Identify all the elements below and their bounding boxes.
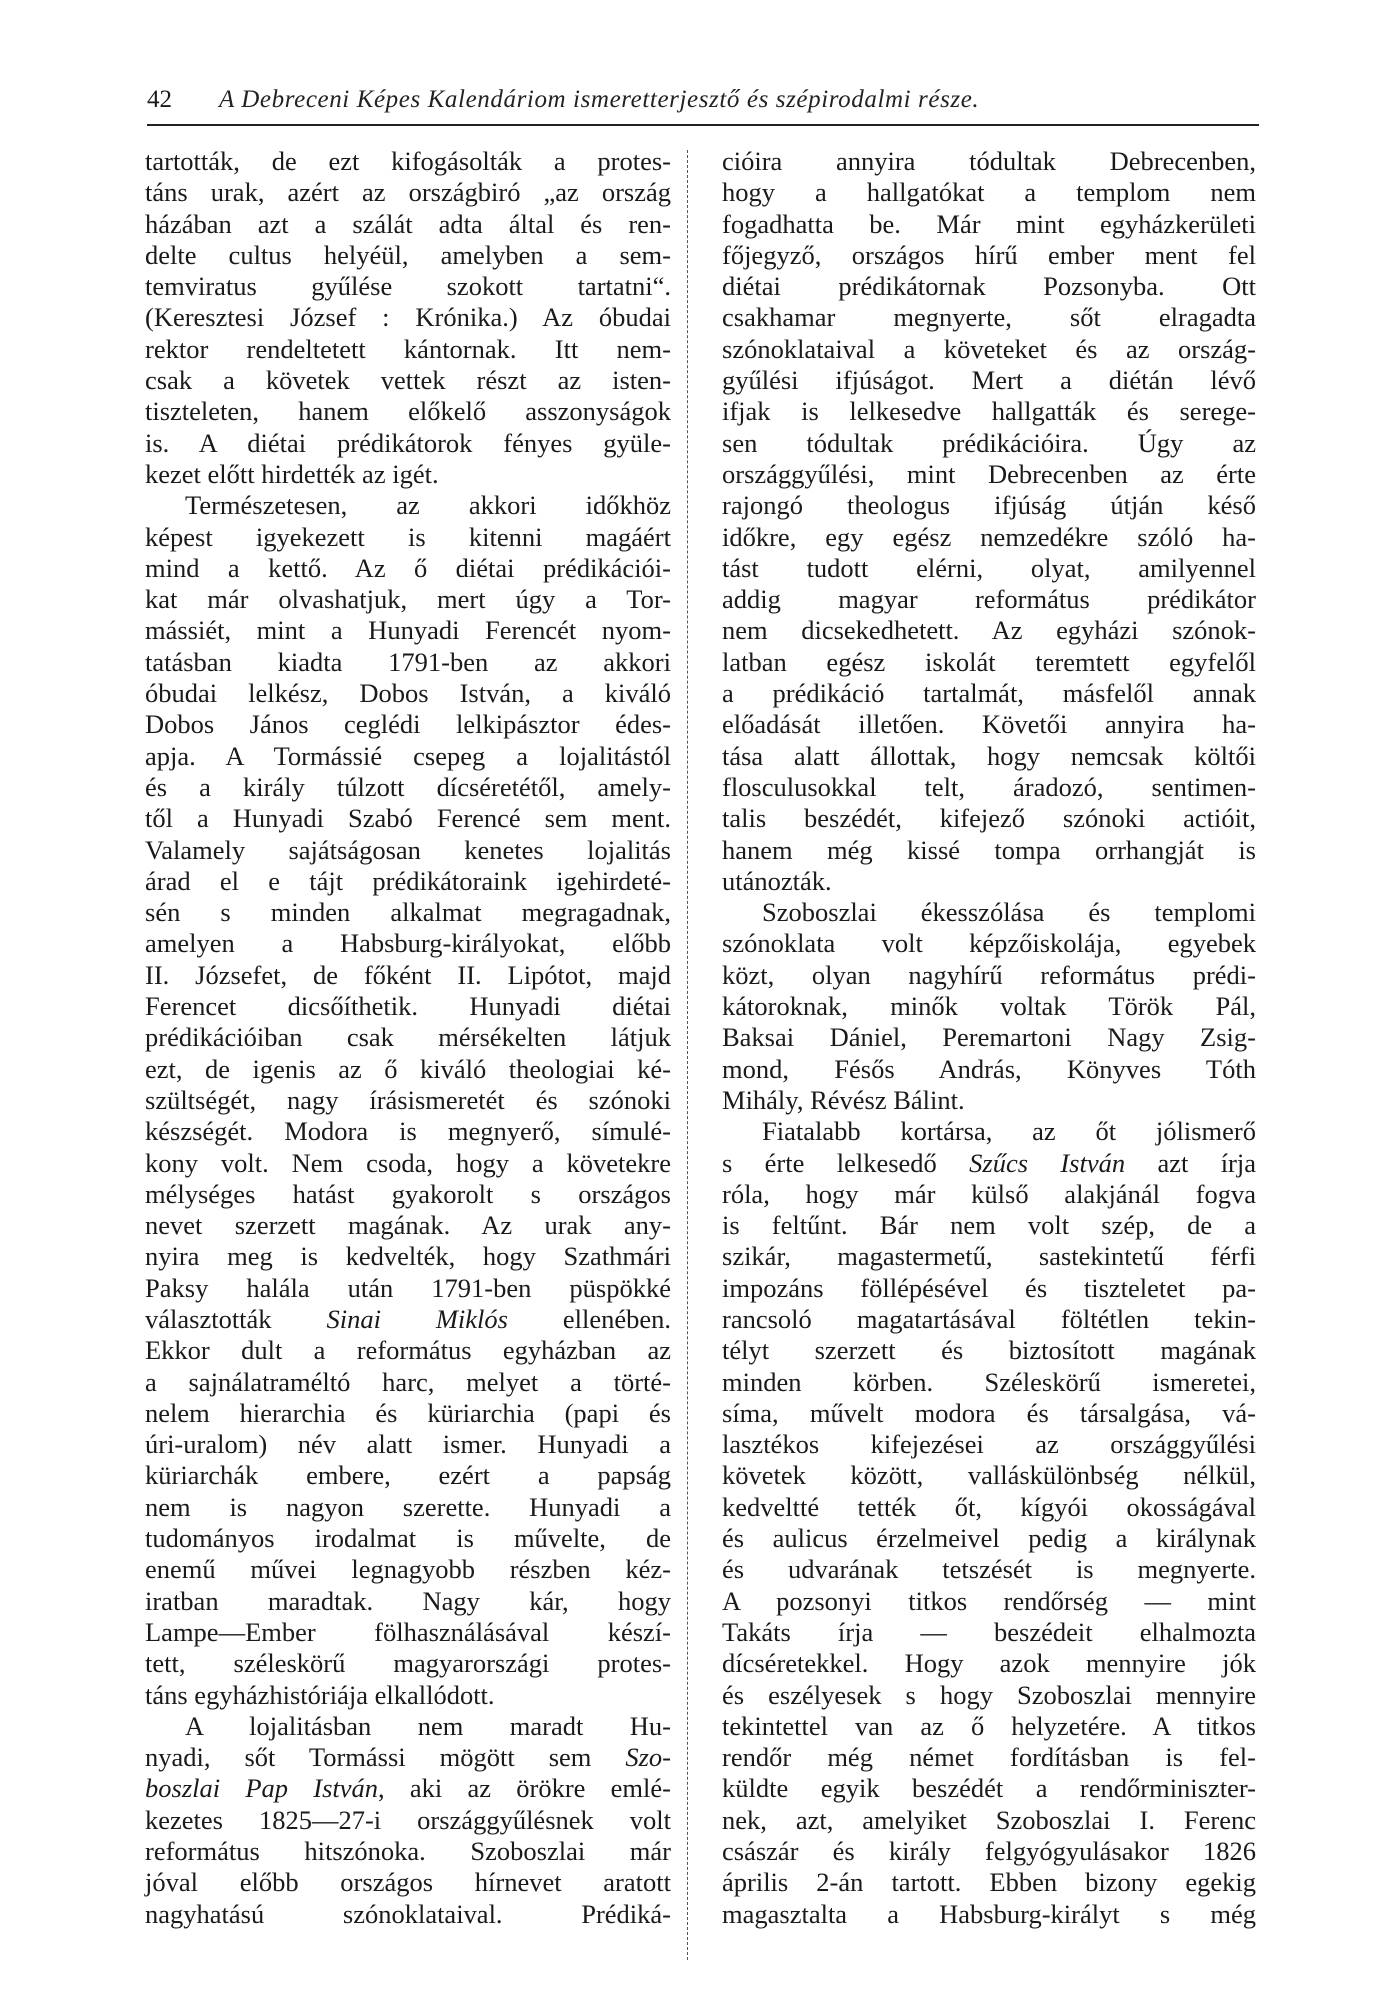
column-divider (687, 150, 688, 1960)
text-line (722, 1304, 1256, 1335)
text-line (722, 1335, 1256, 1366)
text-segment: gyűlési ifjúságot. Mert a diétán lévő (722, 365, 1256, 396)
text-line (722, 584, 1256, 615)
text-line (722, 302, 1256, 333)
text-segment: latban egész iskolát teremtett egyfelől (722, 646, 1256, 677)
text-segment: Fiatalabb kortársa, az őt jólismerő (762, 1116, 1256, 1147)
text-segment: császár és király felgyógyulásakor 1826 (722, 1836, 1256, 1867)
text-segment: tása alatt állottak, hogy nemcsak költői (722, 740, 1256, 771)
text-segment: a sajnálatraméltó harc, melyet a törté- (145, 1366, 671, 1397)
text-line (145, 1742, 671, 1773)
text-line (145, 1773, 671, 1804)
text-line (722, 1273, 1256, 1304)
running-title: A Debreceni Képes Kalendáriom ismeretterjesztő és szépirodalmi része. (219, 86, 980, 113)
text-line (145, 334, 671, 365)
text-line (722, 271, 1256, 302)
text-line (145, 1867, 671, 1898)
text-line (145, 584, 671, 615)
text-segment: református hitszónoka. Szoboszlai már (145, 1836, 671, 1867)
text-segment: képest igyekezett is kitenni magáért (145, 521, 671, 552)
text-line (722, 1773, 1256, 1804)
text-segment: hogy a hallgatókat a templom nem (722, 177, 1256, 208)
text-segment: kezet előtt hirdették az igét. (145, 458, 439, 489)
text-line (145, 1148, 671, 1179)
text-segment: és eszélyesek s hogy Szoboszlai mennyire (722, 1679, 1256, 1710)
text-segment: rajongó theologus ifjúság útján késő (722, 490, 1256, 521)
text-segment: Természetesen, az akkori időkhöz (185, 490, 671, 521)
text-segment: táns egyházhistóriája elkallódott. (145, 1679, 495, 1710)
text-line (722, 615, 1256, 646)
text-line (722, 490, 1256, 521)
text-segment: síma, művelt modora és társalgása, vá- (722, 1397, 1256, 1428)
text-line (722, 772, 1256, 803)
text-line (145, 1460, 671, 1491)
text-segment: diétai prédikátornak Pozsonyba. Ott (722, 271, 1256, 302)
text-segment: lasztékos kifejezései az országgyűlési (722, 1429, 1256, 1460)
text-segment: küriarchák embere, ezért a papság (145, 1460, 671, 1491)
text-line (722, 240, 1256, 271)
text-segment: Baksai Dániel, Peremartoni Nagy Zsig- (722, 1022, 1256, 1053)
text-segment: tett, széleskörű magyarországi protes- (145, 1648, 671, 1679)
text-line (145, 678, 671, 709)
text-line (145, 866, 671, 897)
text-line (145, 709, 671, 740)
text-segment: , aki az örökre emlé- (378, 1773, 671, 1804)
text-segment: csakhamar megnyerte, sőt elragadta (722, 302, 1256, 333)
text-line (722, 1398, 1256, 1429)
text-line (722, 647, 1256, 678)
text-line (722, 1899, 1256, 1930)
text-line (722, 897, 1256, 928)
text-line (145, 1836, 671, 1867)
text-line (722, 1179, 1256, 1210)
text-segment: óbudai lelkész, Dobos István, a kiváló (145, 678, 671, 709)
text-line (722, 678, 1256, 709)
text-segment: nyadi, sőt Tormássi mögött sem (145, 1742, 626, 1773)
text-line (145, 1241, 671, 1272)
text-segment: április 2-án tartott. Ebben bizony egekig (722, 1867, 1256, 1898)
text-segment: nevet szerzett magának. Az urak any- (145, 1210, 671, 1241)
page-number: 42 (147, 86, 172, 113)
text-segment: tartották, de ezt kifogásolták a protes- (145, 146, 671, 176)
text-segment: Ferencet dicsőíthetik. Hunyadi diétai (145, 991, 671, 1022)
text-segment: kátoroknak, minők voltak Török Pál, (722, 991, 1256, 1022)
text-segment: apja. A Tormássié csepeg a lojalitástól (145, 740, 671, 771)
text-line (722, 1586, 1256, 1617)
text-line (722, 1054, 1256, 1085)
text-segment: rendőr még német fordításban is fel- (722, 1742, 1256, 1773)
text-line (722, 1241, 1256, 1272)
text-segment: szültségét, nagy írásismeretét és szónoki (145, 1084, 671, 1115)
text-line (722, 928, 1256, 959)
text-segment: csak a követek vettek részt az isten- (145, 365, 671, 396)
text-segment: delte cultus helyéül, amelyben a sem- (145, 239, 671, 270)
text-segment: és udvarának tetszését is megnyerte. (722, 1554, 1256, 1585)
text-line (145, 1022, 671, 1053)
text-line (145, 1523, 671, 1554)
text-segment: impozáns föllépésével és tiszteletet pa- (722, 1272, 1256, 1303)
text-line (722, 1148, 1256, 1179)
italic-name: Szűcs István (969, 1147, 1126, 1178)
text-segment: kedveltté tették őt, kígyói okosságával (722, 1491, 1256, 1522)
text-line (722, 1711, 1256, 1742)
text-line (722, 835, 1256, 866)
text-line (722, 1460, 1256, 1491)
text-segment: nem dicsekedhetett. Az egyházi szónok- (722, 615, 1256, 646)
text-line (145, 522, 671, 553)
text-segment: választották (145, 1303, 327, 1334)
text-line (145, 1273, 671, 1304)
text-line (145, 1054, 671, 1085)
text-line (145, 240, 671, 271)
text-line (145, 1429, 671, 1460)
text-segment: temviratus gyűlése szokott tartatni“. (145, 271, 671, 302)
text-segment: kat már olvashatjuk, mert úgy a Tor- (145, 584, 671, 615)
text-line (722, 1210, 1256, 1241)
text-line (145, 960, 671, 991)
italic-name: Szo- (625, 1742, 671, 1773)
text-line (145, 177, 671, 208)
text-segment: mind a kettő. Az ő diétai prédikációi- (145, 552, 671, 583)
text-segment: készségét. Modora is megnyerő, símulé- (145, 1116, 671, 1147)
text-segment: nem is nagyon szerette. Hunyadi a (145, 1491, 671, 1522)
text-segment: nek, azt, amelyiket Szoboszlai I. Ferenc (722, 1804, 1256, 1835)
text-line (722, 1742, 1256, 1773)
text-line (722, 365, 1256, 396)
text-segment: a prédikáció tartalmát, másfelől annak (722, 678, 1256, 709)
text-segment: mond, Fésős András, Könyves Tóth (722, 1053, 1256, 1084)
text-line (145, 1899, 671, 1930)
text-line (722, 960, 1256, 991)
text-segment: tást tudott elérni, olyat, amilyennel (722, 552, 1256, 583)
text-line (145, 146, 671, 177)
text-segment: kezetes 1825—27-i országgyűlésnek volt (145, 1804, 671, 1835)
text-segment: úri-uralom) név alatt ismer. Hunyadi a (145, 1429, 671, 1460)
text-segment: fogadhatta be. Már mint egyházkerületi (722, 208, 1256, 239)
text-line (145, 991, 671, 1022)
text-line (145, 1648, 671, 1679)
text-line (722, 396, 1256, 427)
text-segment: nagyhatású szónoklataival. Prédiká- (145, 1898, 671, 1929)
text-segment: árad el e tájt prédikátoraink igehirdeté- (145, 865, 671, 896)
text-segment: addig magyar református prédikátor (722, 584, 1256, 615)
text-line (722, 709, 1256, 740)
text-line (722, 334, 1256, 365)
text-line (722, 991, 1256, 1022)
text-segment: tiszteleten, hanem előkelő asszonyságok (145, 396, 671, 427)
text-line (145, 428, 671, 459)
text-line (145, 1304, 671, 1335)
text-line (145, 1210, 671, 1241)
text-line (145, 1492, 671, 1523)
right-column (722, 146, 1256, 1930)
text-segment: dícséretekkel. Hogy azok mennyire jók (722, 1648, 1256, 1679)
text-segment: prédikációiban csak mérsékelten látjuk (145, 1022, 671, 1053)
text-segment: flosculusokkal telt, áradozó, sentimen- (722, 771, 1256, 802)
text-segment: Dobos János ceglédi lelkipásztor édes- (145, 709, 671, 740)
text-line (145, 459, 671, 490)
text-segment: iratban maradtak. Nagy kár, hogy (145, 1585, 671, 1616)
text-line (722, 1492, 1256, 1523)
text-segment: Lampe—Ember fölhasználásával készí- (145, 1616, 671, 1647)
text-segment: közt, olyan nagyhírű református prédi- (722, 959, 1256, 990)
text-line (722, 1367, 1256, 1398)
text-segment: mélységes hatást gyakorolt s országos (145, 1178, 671, 1209)
text-segment: magasztalta a Habsburg-királyt s még (722, 1898, 1256, 1929)
left-column (145, 146, 671, 1930)
text-line (145, 302, 671, 333)
text-line (722, 177, 1256, 208)
text-segment: szikár, magastermetű, sastekintetű férfi (722, 1241, 1256, 1272)
text-line (722, 209, 1256, 240)
text-segment: jóval előbb országos hírnevet aratott (145, 1867, 671, 1898)
text-line (722, 741, 1256, 772)
text-segment: ezt, de igenis az ő kiváló theologiai ké- (145, 1053, 671, 1084)
text-line (145, 271, 671, 302)
text-segment: től a Hunyadi Szabó Ferencé sem ment. (145, 803, 671, 834)
text-segment: télyt szerzett és biztosított magának (722, 1335, 1256, 1366)
text-line (722, 522, 1256, 553)
running-header (147, 86, 1257, 122)
text-segment: Valamely sajátságosan kenetes lojalitás (145, 834, 671, 865)
text-line (722, 428, 1256, 459)
text-segment: kony volt. Nem csoda, hogy a követekre (145, 1147, 671, 1178)
text-line (145, 1805, 671, 1836)
text-segment: időkre, egy egész nemzedékre szóló ha- (722, 521, 1256, 552)
text-line (145, 741, 671, 772)
text-line (722, 146, 1256, 177)
text-line (722, 1085, 1256, 1116)
text-segment: előadását illetően. Követői annyira ha- (722, 709, 1256, 740)
text-segment: Paksy halála után 1791-ben püspökké (145, 1272, 671, 1303)
text-segment: is. A diétai prédikátorok fényes gyüle- (145, 427, 671, 458)
text-segment: főjegyző, országos hírű ember ment fel (722, 239, 1256, 270)
text-segment: minden körben. Széleskörű ismeretei, (722, 1366, 1256, 1397)
text-segment: táns urak, azért az országbiró „az ország (145, 177, 671, 208)
text-line (722, 1429, 1256, 1460)
text-segment: ellenében. (507, 1303, 671, 1334)
text-segment: cióira annyira tódultak Debrecenben, (722, 146, 1256, 176)
text-line (145, 835, 671, 866)
text-segment: amelyen a Habsburg-királyokat, előbb (145, 928, 671, 959)
text-line (145, 1398, 671, 1429)
text-line (145, 1711, 671, 1742)
text-segment: Ekkor dult a református egyházban az (145, 1335, 671, 1366)
text-line (722, 1867, 1256, 1898)
text-segment: és a király túlzott dícséretétől, amely- (145, 771, 671, 802)
text-segment: nelem hierarchia és küriarchia (papi és (145, 1397, 671, 1428)
text-line (145, 1617, 671, 1648)
text-line (145, 209, 671, 240)
text-segment: küldte egyik beszédét a rendőrminiszter- (722, 1773, 1256, 1804)
text-line (722, 1523, 1256, 1554)
text-segment: mássiét, mint a Hunyadi Ferencét nyom- (145, 615, 671, 646)
text-segment: sén s minden alkalmat megragadnak, (145, 897, 671, 928)
text-segment: Mihály, Révész Bálint. (722, 1084, 965, 1115)
text-segment: tudományos irodalmat is művelte, de (145, 1523, 671, 1554)
text-segment: nyira meg is kedvelték, hogy Szathmári (145, 1241, 671, 1272)
text-segment: A pozsonyi titkos rendőrség — mint (722, 1585, 1256, 1616)
text-segment: (Keresztesi József : Krónika.) Az óbudai (145, 302, 671, 333)
text-segment: is feltűnt. Bár nem volt szép, de a (722, 1210, 1256, 1241)
text-line (145, 928, 671, 959)
text-segment: szónoklataival a követeket és az ország- (722, 333, 1256, 364)
text-segment: rektor rendeltetett kántornak. Itt nem- (145, 333, 671, 364)
text-segment: talis beszédét, kifejező szónoki actióit, (722, 803, 1256, 834)
text-line (145, 1367, 671, 1398)
text-segment: házában azt a szálát adta által és ren- (145, 208, 671, 239)
text-line (145, 1116, 671, 1147)
text-segment: szónoklata volt képzőiskolája, egyebek (722, 928, 1256, 959)
text-segment: Takáts írja — beszédeit elhalmozta (722, 1616, 1256, 1647)
text-segment: utánozták. (722, 865, 832, 896)
text-line (145, 396, 671, 427)
italic-name: Sinai Miklós (326, 1303, 508, 1334)
text-line (722, 866, 1256, 897)
text-segment: s érte lelkesedő (722, 1147, 970, 1178)
text-segment: és aulicus érzelmeivel pedig a királynak (722, 1523, 1256, 1554)
text-line (145, 490, 671, 521)
text-line (722, 1022, 1256, 1053)
text-segment: tekintettel van az ő helyzetére. A titkos (722, 1710, 1256, 1741)
text-segment: A lojalitásban nem maradt Hu- (185, 1710, 671, 1741)
text-line (145, 1179, 671, 1210)
text-line (145, 803, 671, 834)
text-line (722, 1617, 1256, 1648)
text-line (722, 1648, 1256, 1679)
text-line (722, 803, 1256, 834)
text-line (722, 1680, 1256, 1711)
text-line (145, 772, 671, 803)
text-line (722, 1836, 1256, 1867)
text-line (145, 553, 671, 584)
text-line (145, 1554, 671, 1585)
text-line (145, 1586, 671, 1617)
text-segment: róla, hogy már külső alakjánál fogva (722, 1178, 1256, 1209)
text-line (722, 553, 1256, 584)
text-line (722, 459, 1256, 490)
text-segment: sen tódultak prédikációira. Úgy az (722, 427, 1256, 458)
text-line (722, 1554, 1256, 1585)
text-line (722, 1805, 1256, 1836)
text-segment: ifjak is lelkesedve hallgatták és serege- (722, 396, 1256, 427)
text-segment: rancsoló magatartásával föltétlen tekin- (722, 1303, 1256, 1334)
text-line (722, 1116, 1256, 1147)
text-segment: II. Józsefet, de főként II. Lipótot, majd (145, 959, 671, 990)
text-segment: országgyűlési, mint Debrecenben az érte (722, 458, 1256, 489)
text-line (145, 897, 671, 928)
text-segment: követek között, valláskülönbség nélkül, (722, 1460, 1256, 1491)
text-line (145, 1335, 671, 1366)
text-segment: tatásban kiadta 1791-ben az akkori (145, 646, 671, 677)
text-segment: hanem még kissé tompa orrhangját is (722, 834, 1256, 865)
text-segment: enemű művei legnagyobb részben kéz- (145, 1554, 671, 1585)
text-line (145, 615, 671, 646)
text-line (145, 647, 671, 678)
italic-name: boszlai Pap István (145, 1773, 379, 1804)
text-line (145, 365, 671, 396)
text-segment: Szoboszlai ékesszólása és templomi (762, 897, 1256, 928)
header-rule (147, 124, 1259, 126)
text-segment: azt írja (1125, 1147, 1257, 1178)
text-line (145, 1085, 671, 1116)
text-line (145, 1680, 671, 1711)
